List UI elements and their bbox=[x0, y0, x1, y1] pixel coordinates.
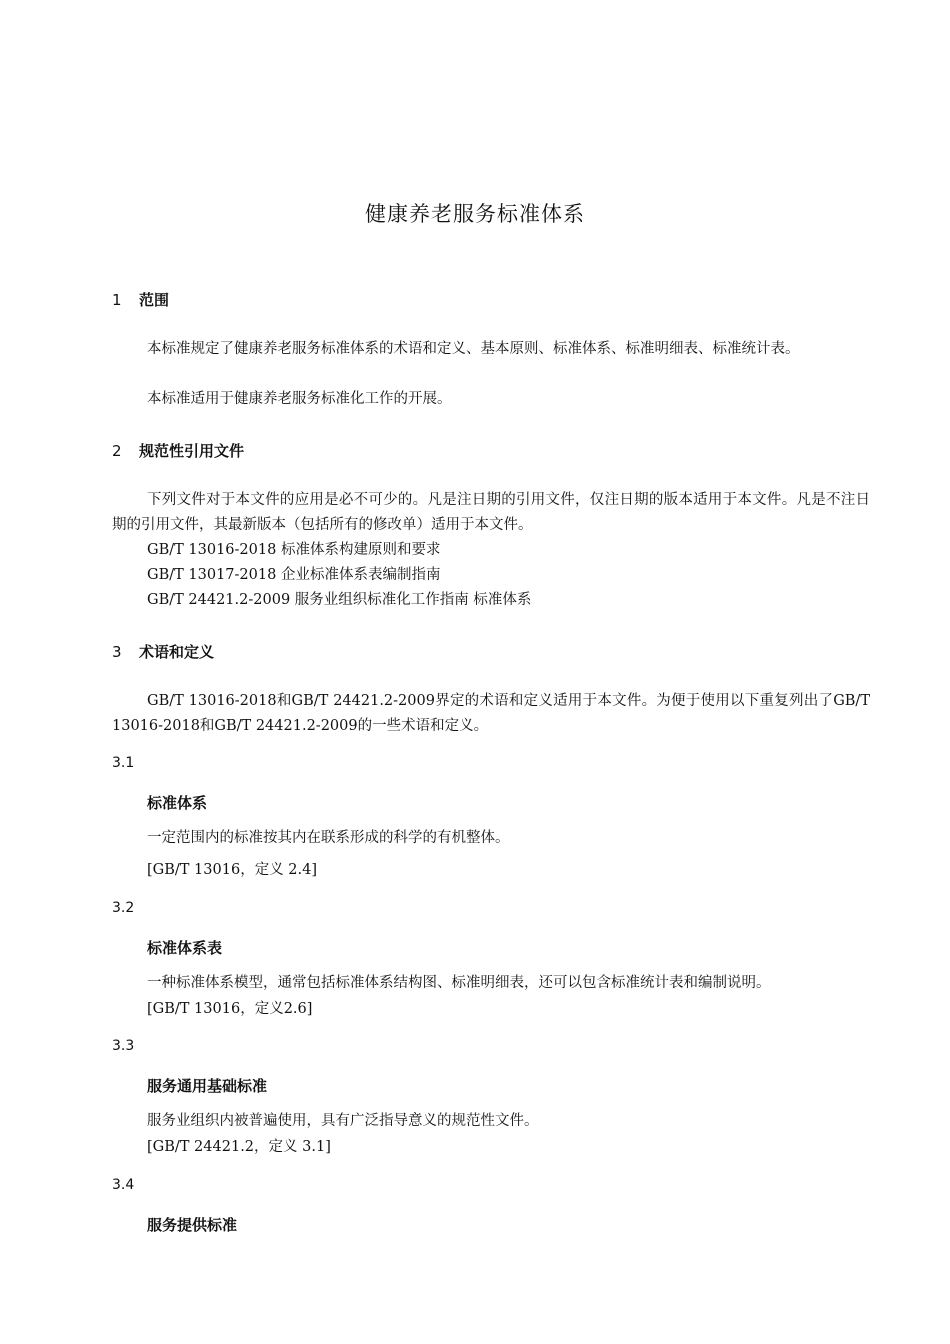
section-heading-terms-definitions bbox=[112, 641, 214, 662]
references-paragraph: 下列文件对于本文件的应用是必不可少的。凡是注日期的引用文件，仅注日期的版本适用于本文件。凡是不注日期的引用文件，其最新版本（包括所有的修改单）适用于本文件。 bbox=[112, 492, 870, 533]
reference-item: GB/T 24421.2-2009 服务业组织标准化工作指南 标准体系 bbox=[147, 592, 532, 608]
term-name: 标准体系表 bbox=[147, 939, 223, 957]
section-title: 规范性引用文件 bbox=[139, 442, 245, 460]
clause-number: 3.2 bbox=[112, 900, 135, 916]
clause-number: 3.1 bbox=[112, 755, 135, 771]
section-heading-normative-references bbox=[112, 440, 244, 461]
term-source: [GB/T 13016，定义 2.4] bbox=[147, 862, 318, 878]
clause-number: 3.3 bbox=[112, 1038, 135, 1054]
reference-item: GB/T 13017-2018 企业标准体系表编制指南 bbox=[147, 567, 441, 583]
section-number: 2 bbox=[112, 442, 122, 460]
term-name: 服务通用基础标准 bbox=[147, 1077, 268, 1095]
term-source: [GB/T 13016，定义2.6] bbox=[147, 1001, 313, 1017]
term-name: 标准体系 bbox=[147, 794, 208, 812]
term-name: 服务提供标准 bbox=[147, 1216, 238, 1234]
term-definition: 一种标准体系模型，通常包括标准体系结构图、标准明细表，还可以包含标准统计表和编制说明。 bbox=[147, 975, 771, 991]
section-title: 术语和定义 bbox=[139, 643, 215, 661]
scope-paragraph-2: 本标准适用于健康养老服务标准化工作的开展。 bbox=[147, 391, 452, 407]
section-title: 范围 bbox=[139, 291, 170, 309]
document-title: 健康养老服务标准体系 bbox=[365, 202, 585, 226]
term-definition: 一定范围内的标准按其内在联系形成的科学的有机整体。 bbox=[147, 830, 510, 846]
clause-number: 3.4 bbox=[112, 1177, 135, 1193]
reference-item: GB/T 13016-2018 标准体系构建原则和要求 bbox=[147, 542, 441, 558]
term-definition: 服务业组织内被普遍使用，具有广泛指导意义的规范性文件。 bbox=[147, 1113, 539, 1129]
section-number: 3 bbox=[112, 643, 122, 661]
term-source: [GB/T 24421.2，定义 3.1] bbox=[147, 1139, 331, 1155]
section-number: 1 bbox=[112, 291, 122, 309]
terms-intro-paragraph: GB/T 13016-2018和GB/T 24421.2-2009界定的术语和定义适用于本文件。为便于使用以下重复列出了GB/T 13016-2018和GB/T 24421.2-2009的一些术语和定义。 bbox=[112, 693, 870, 734]
scope-paragraph-1: 本标准规定了健康养老服务标准体系的术语和定义、基本原则、标准体系、标准明细表、标准统计表。 bbox=[147, 341, 800, 357]
section-heading-scope bbox=[112, 289, 169, 310]
